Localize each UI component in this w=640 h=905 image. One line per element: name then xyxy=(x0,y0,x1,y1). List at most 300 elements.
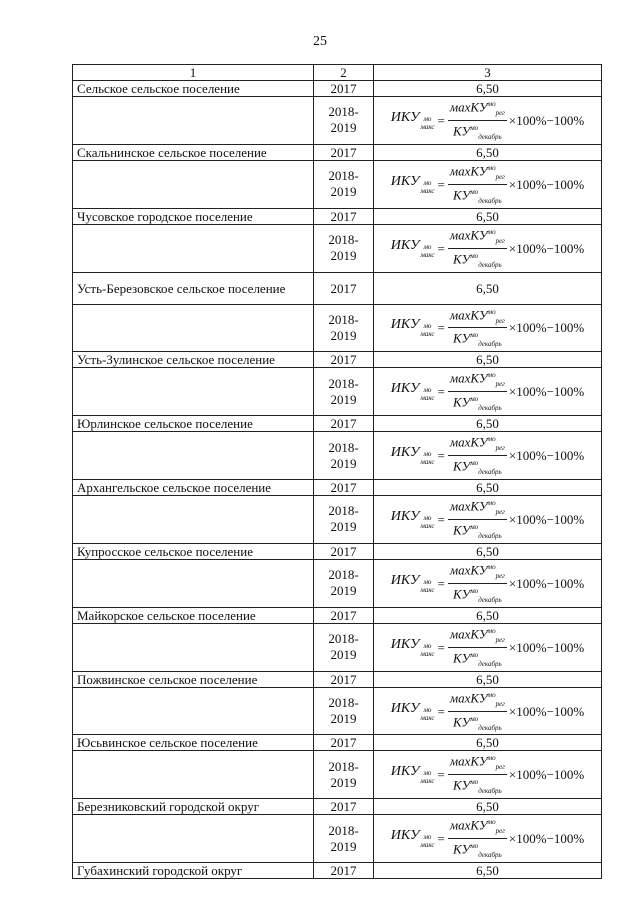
formula-num-sub: рег xyxy=(495,316,505,325)
formula-lhs xyxy=(391,381,435,402)
table-row xyxy=(73,863,602,879)
index-value xyxy=(374,799,602,815)
formula-den-symbol: КУ xyxy=(453,123,471,139)
formula-lhs-sup: мо xyxy=(423,386,432,395)
year-2017 xyxy=(314,863,374,879)
table-row xyxy=(73,799,602,815)
year-2017 xyxy=(314,671,374,687)
formula-den-sup: мо xyxy=(470,650,479,659)
index-value-text: 6,50 xyxy=(476,81,499,96)
index-value xyxy=(374,81,602,97)
formula-lhs-symbol: ИКУ xyxy=(390,445,420,461)
formula-lhs-sub: макс xyxy=(420,649,435,658)
year-2017 xyxy=(314,272,374,304)
formula-lhs-indices xyxy=(420,179,434,195)
empty-name-cell xyxy=(73,160,314,208)
year-2018-2019 xyxy=(314,432,374,480)
formula-lhs-symbol: ИКУ xyxy=(390,828,420,844)
formula-den-sub: декабрь xyxy=(478,260,502,269)
formula-num-sub: рег xyxy=(495,380,505,389)
index-value-text: 6,50 xyxy=(476,735,499,751)
index-value-text: 6,50 xyxy=(476,208,499,224)
formula-lhs xyxy=(391,445,435,466)
year-2018-2019 xyxy=(314,623,374,671)
formula-lhs-indices xyxy=(420,706,434,722)
formula-den-sup: мо xyxy=(470,842,479,851)
table-row-formula xyxy=(73,687,602,735)
year-range-text: 2018-2019 xyxy=(328,232,359,264)
year-text: 2017 xyxy=(330,416,357,432)
municipality-name xyxy=(73,799,314,815)
formula-lhs-sub: макс xyxy=(420,713,435,722)
formula-cell xyxy=(374,432,602,480)
formula-tail: ×100%−100% xyxy=(508,511,585,527)
formula-equals: = xyxy=(437,767,445,783)
formula-den-sup: мо xyxy=(470,459,479,468)
index-value xyxy=(374,352,602,368)
formula-num-symbol: махКУ xyxy=(449,498,488,514)
formula-lhs xyxy=(391,509,435,530)
year-2018-2019 xyxy=(314,224,374,272)
municipality-name xyxy=(73,543,314,559)
table-row xyxy=(73,352,602,368)
formula-den-symbol: КУ xyxy=(453,841,471,857)
formula-num-sub: рег xyxy=(495,635,505,644)
year-2018-2019 xyxy=(314,368,374,416)
year-text: 2017 xyxy=(330,735,357,751)
year-2018-2019 xyxy=(314,304,374,352)
formula-num-sup: мо xyxy=(487,307,496,316)
formula-fraction xyxy=(448,496,507,543)
empty-name-cell xyxy=(73,304,314,352)
formula-fraction xyxy=(448,688,507,735)
formula-lhs xyxy=(391,573,435,594)
year-text: 2017 xyxy=(330,144,357,160)
formula-lhs-symbol: ИКУ xyxy=(390,237,420,253)
formula-lhs-symbol: ИКУ xyxy=(390,508,420,524)
formula-cell xyxy=(374,559,602,607)
year-range-text: 2018-2019 xyxy=(328,311,359,343)
formula-num-sup: мо xyxy=(487,100,496,108)
formula-den-sub: декабрь xyxy=(478,531,502,540)
formula-den-symbol: КУ xyxy=(453,713,471,729)
formula-num-sup: мо xyxy=(487,562,496,571)
municipality-name-text: Березниковский городской округ xyxy=(77,799,260,815)
table-row-formula xyxy=(73,160,602,208)
index-value-text: 6,50 xyxy=(476,863,499,879)
formula-fraction xyxy=(448,368,507,415)
formula-num-sub: рег xyxy=(495,507,505,516)
empty-name-cell xyxy=(73,687,314,735)
municipality-name-text: Юсьвинское сельское поселение xyxy=(77,735,258,751)
formula-num-symbol: махКУ xyxy=(449,626,488,642)
table-row-formula xyxy=(73,304,602,352)
formula-num-sup: мо xyxy=(487,227,496,236)
formula-fraction xyxy=(448,305,507,352)
formula-tail: ×100%−100% xyxy=(508,703,585,719)
formula-fraction xyxy=(448,560,507,607)
formula-lhs xyxy=(391,764,435,785)
formula-lhs-sup: мо xyxy=(423,769,432,778)
formula-tail: ×100%−100% xyxy=(508,384,585,400)
year-range-text: 2018-2019 xyxy=(328,375,359,407)
empty-name-cell xyxy=(73,496,314,544)
formula-lhs-symbol: ИКУ xyxy=(390,109,420,125)
year-2018-2019 xyxy=(314,815,374,863)
index-value-text: 6,50 xyxy=(476,144,499,160)
formula-lhs-sup: мо xyxy=(423,833,432,842)
table-row xyxy=(73,272,602,304)
formula-den-symbol: КУ xyxy=(453,458,471,474)
index-value-text: 6,50 xyxy=(476,543,499,559)
formula-den-sup: мо xyxy=(470,331,479,340)
empty-name-cell xyxy=(73,815,314,863)
formula-lhs-sup: мо xyxy=(423,242,432,251)
formula-lhs xyxy=(391,174,435,195)
table-row xyxy=(73,144,602,160)
formula-lhs-sub: макс xyxy=(420,186,435,195)
year-range-text: 2018-2019 xyxy=(328,104,359,136)
formula-lhs-indices xyxy=(420,322,434,338)
year-range-text: 2018-2019 xyxy=(328,439,359,471)
formula-den-sub: декабрь xyxy=(478,132,502,141)
formula-num-sup: мо xyxy=(487,754,496,763)
formula-lhs-indices xyxy=(420,514,434,530)
year-range-text: 2018-2019 xyxy=(328,567,359,599)
formula xyxy=(391,97,585,144)
formula-lhs xyxy=(391,317,435,338)
formula xyxy=(391,560,585,607)
formula-tail: ×100%−100% xyxy=(508,767,585,783)
formula-den-sup: мо xyxy=(470,251,479,260)
formula-equals: = xyxy=(437,575,445,591)
formula-tail: ×100%−100% xyxy=(508,831,585,847)
formula-den-sub: декабрь xyxy=(478,659,502,668)
municipality-name-text: Скальнинское сельское поселение xyxy=(77,144,267,160)
formula xyxy=(391,751,585,798)
index-value xyxy=(374,671,602,687)
formula-lhs-sub: макс xyxy=(420,841,435,850)
formula-lhs-sub: макс xyxy=(420,585,435,594)
formula-den-symbol: КУ xyxy=(453,250,471,266)
formula-denominator xyxy=(451,185,504,208)
formula-den-sup: мо xyxy=(470,714,479,723)
formula-lhs-symbol: ИКУ xyxy=(390,173,420,189)
formula-lhs-indices xyxy=(420,450,434,466)
formula-cell xyxy=(374,224,602,272)
formula-cell xyxy=(374,368,602,416)
formula-num-sub: рег xyxy=(495,827,505,836)
formula-lhs-indices xyxy=(420,833,434,849)
table-row xyxy=(73,416,602,432)
formula-lhs-indices xyxy=(420,578,434,594)
year-2017 xyxy=(314,607,374,623)
formula-num-symbol: махКУ xyxy=(449,99,488,115)
column-header-2: 2 xyxy=(314,65,374,81)
formula-equals: = xyxy=(437,448,445,464)
formula-denominator xyxy=(451,839,504,862)
year-range-text: 2018-2019 xyxy=(328,631,359,663)
formula-num-symbol: махКУ xyxy=(449,370,488,386)
year-range-text: 2018-2019 xyxy=(328,758,359,790)
table-row xyxy=(73,480,602,496)
formula-lhs-indices xyxy=(420,769,434,785)
formula-fraction xyxy=(448,432,507,479)
year-text: 2017 xyxy=(330,352,357,368)
formula xyxy=(391,432,585,479)
municipality-name-text: Купросское сельское поселение xyxy=(77,543,253,559)
formula-num-symbol: махКУ xyxy=(449,306,488,322)
formula-numerator xyxy=(448,432,507,456)
municipality-name-text: Юрлинское сельское поселение xyxy=(77,416,253,432)
formula-equals: = xyxy=(437,112,445,128)
formula-tail: ×100%−100% xyxy=(508,448,585,464)
table-row-formula xyxy=(73,368,602,416)
formula-lhs-indices xyxy=(420,115,434,131)
formula xyxy=(391,368,585,415)
year-2017 xyxy=(314,480,374,496)
year-2017 xyxy=(314,416,374,432)
formula-numerator xyxy=(448,305,507,329)
formula-numerator xyxy=(448,560,507,584)
formula-denominator xyxy=(451,392,504,415)
formula-lhs-sub: макс xyxy=(420,122,435,131)
municipality-name-text: Майкорское сельское поселение xyxy=(77,607,256,623)
formula-den-sub: декабрь xyxy=(478,468,502,477)
formula xyxy=(391,161,585,208)
formula-num-sub: рег xyxy=(495,108,505,117)
formula-equals: = xyxy=(437,176,445,192)
column-header-1: 1 xyxy=(73,65,314,81)
municipality-name xyxy=(73,671,314,687)
year-2017 xyxy=(314,735,374,751)
formula-num-symbol: махКУ xyxy=(449,562,488,578)
table-row xyxy=(73,671,602,687)
table-body xyxy=(73,81,602,879)
formula-den-sub: декабрь xyxy=(478,595,502,604)
table-row-formula xyxy=(73,815,602,863)
year-2017 xyxy=(314,81,374,97)
year-text: 2017 xyxy=(330,81,357,96)
year-2017 xyxy=(314,208,374,224)
municipality-name xyxy=(73,272,314,304)
municipality-name xyxy=(73,480,314,496)
formula-num-symbol: махКУ xyxy=(449,163,488,179)
municipality-name xyxy=(73,607,314,623)
year-text: 2017 xyxy=(330,208,357,224)
table-row-formula xyxy=(73,751,602,799)
formula-num-symbol: махКУ xyxy=(449,434,488,450)
formula-lhs xyxy=(391,828,435,849)
municipality-name xyxy=(73,863,314,879)
formula-denominator xyxy=(451,584,504,607)
formula-den-symbol: КУ xyxy=(453,522,471,538)
table-row-formula xyxy=(73,496,602,544)
municipality-name xyxy=(73,416,314,432)
formula-lhs-sub: макс xyxy=(420,458,435,467)
formula-num-symbol: махКУ xyxy=(449,689,488,705)
municipality-name xyxy=(73,352,314,368)
formula-den-symbol: КУ xyxy=(453,650,471,665)
formula-equals: = xyxy=(437,831,445,847)
formula-fraction xyxy=(448,624,507,671)
formula-denominator xyxy=(451,121,504,144)
formula-numerator xyxy=(448,751,507,775)
formula-lhs xyxy=(391,701,435,722)
index-value xyxy=(374,543,602,559)
formula-equals: = xyxy=(437,384,445,400)
municipality-name-text: Усть-Березовское сельское поселение xyxy=(77,280,286,296)
formula-lhs-sub: макс xyxy=(420,394,435,403)
formula-tail: ×100%−100% xyxy=(508,240,585,256)
formula-fraction xyxy=(448,751,507,798)
empty-name-cell xyxy=(73,432,314,480)
formula-lhs-indices xyxy=(420,386,434,402)
table-header-row xyxy=(73,65,602,81)
table-row-formula xyxy=(73,97,602,145)
formula-numerator xyxy=(448,624,507,648)
formula-cell xyxy=(374,751,602,799)
formula-tail: ×100%−100% xyxy=(508,575,585,591)
year-2018-2019 xyxy=(314,751,374,799)
empty-name-cell xyxy=(73,751,314,799)
formula-num-sup: мо xyxy=(487,626,496,635)
municipality-name-text: Усть-Зулинское сельское поселение xyxy=(77,352,275,368)
formula-den-sup: мо xyxy=(470,778,479,787)
formula-num-sup: мо xyxy=(487,371,496,380)
formula-lhs-symbol: ИКУ xyxy=(390,317,420,333)
formula-num-sub: рег xyxy=(495,236,505,245)
formula-fraction xyxy=(448,161,507,208)
formula-cell xyxy=(374,815,602,863)
formula-equals: = xyxy=(437,511,445,527)
index-value-text: 6,50 xyxy=(476,607,499,623)
formula-tail: ×100%−100% xyxy=(508,112,585,128)
formula-equals: = xyxy=(437,639,445,655)
index-value xyxy=(374,272,602,304)
year-2018-2019 xyxy=(314,97,374,145)
formula-num-sup: мо xyxy=(487,435,496,444)
table-row xyxy=(73,543,602,559)
index-value xyxy=(374,735,602,751)
formula-den-sub: декабрь xyxy=(478,851,502,860)
formula-lhs-sup: мо xyxy=(423,641,432,650)
formula-den-sub: декабрь xyxy=(478,723,502,732)
formula-num-symbol: махКУ xyxy=(449,753,488,769)
formula xyxy=(391,496,585,543)
formula-num-sup: мо xyxy=(487,690,496,699)
formula-den-symbol: КУ xyxy=(453,394,471,410)
formula-lhs-sup: мо xyxy=(423,577,432,586)
year-2018-2019 xyxy=(314,496,374,544)
formula-num-sub: рег xyxy=(495,571,505,580)
formula-num-sub: рег xyxy=(495,172,505,181)
formula-den-sup: мо xyxy=(470,586,479,595)
table-row-formula xyxy=(73,623,602,671)
formula-cell xyxy=(374,304,602,352)
index-value xyxy=(374,607,602,623)
index-value-text: 6,50 xyxy=(476,671,499,687)
formula-lhs-symbol: ИКУ xyxy=(390,764,420,780)
formula-numerator xyxy=(448,368,507,392)
index-value xyxy=(374,208,602,224)
formula-numerator xyxy=(448,496,507,520)
table-row-formula xyxy=(73,224,602,272)
formula-lhs-symbol: ИКУ xyxy=(390,636,420,652)
formula-num-symbol: махКУ xyxy=(449,817,488,833)
formula-numerator xyxy=(448,161,507,185)
empty-name-cell xyxy=(73,559,314,607)
formula-lhs-sup: мо xyxy=(423,114,432,123)
formula-lhs-symbol: ИКУ xyxy=(390,700,420,716)
year-text: 2017 xyxy=(330,863,357,879)
table-row xyxy=(73,607,602,623)
formula-tail: ×100%−100% xyxy=(508,320,585,336)
year-2017 xyxy=(314,352,374,368)
formula-denominator xyxy=(451,249,504,272)
formula-num-sub: рег xyxy=(495,763,505,772)
formula-cell xyxy=(374,496,602,544)
formula-lhs-sub: макс xyxy=(420,250,435,259)
formula-numerator xyxy=(448,225,507,249)
index-value-text: 6,50 xyxy=(476,416,499,432)
formula-lhs-sup: мо xyxy=(423,513,432,522)
municipality-name-text: Сельское сельское поселение xyxy=(77,81,240,96)
formula-den-sup: мо xyxy=(470,395,479,404)
empty-name-cell xyxy=(73,623,314,671)
index-value-text: 6,50 xyxy=(476,480,499,496)
index-value xyxy=(374,144,602,160)
formula xyxy=(391,225,585,272)
municipality-name xyxy=(73,208,314,224)
formula-den-sub: декабрь xyxy=(478,404,502,413)
formula-lhs-indices xyxy=(420,642,434,658)
column-header-3: 3 xyxy=(374,65,602,81)
formula-den-sub: декабрь xyxy=(478,340,502,349)
formula-numerator xyxy=(448,815,507,839)
formula-lhs-sup: мо xyxy=(423,178,432,187)
year-2018-2019 xyxy=(314,559,374,607)
formula-tail: ×100%−100% xyxy=(508,639,585,655)
formula-lhs-symbol: ИКУ xyxy=(390,381,420,397)
formula-cell xyxy=(374,687,602,735)
formula-lhs-sup: мо xyxy=(423,322,432,331)
formula-denominator xyxy=(451,775,504,798)
formula xyxy=(391,688,585,735)
formula-num-sup: мо xyxy=(487,499,496,508)
index-value xyxy=(374,863,602,879)
formula-denominator xyxy=(451,328,504,351)
municipality-name xyxy=(73,735,314,751)
formula-denominator xyxy=(451,712,504,735)
formula-lhs-sub: макс xyxy=(420,777,435,786)
formula xyxy=(391,624,585,671)
index-value-text: 6,50 xyxy=(476,280,499,296)
formula-equals: = xyxy=(437,240,445,256)
formula-denominator xyxy=(451,648,504,671)
year-2017 xyxy=(314,799,374,815)
formula-den-symbol: КУ xyxy=(453,586,471,602)
formula-denominator xyxy=(451,520,504,543)
year-2018-2019 xyxy=(314,687,374,735)
formula-lhs-sup: мо xyxy=(423,450,432,459)
year-text: 2017 xyxy=(330,480,357,496)
formula xyxy=(391,815,585,862)
year-text: 2017 xyxy=(330,799,357,815)
year-text: 2017 xyxy=(330,607,357,623)
formula-den-sup: мо xyxy=(470,123,479,132)
page-number: 25 xyxy=(313,34,327,49)
